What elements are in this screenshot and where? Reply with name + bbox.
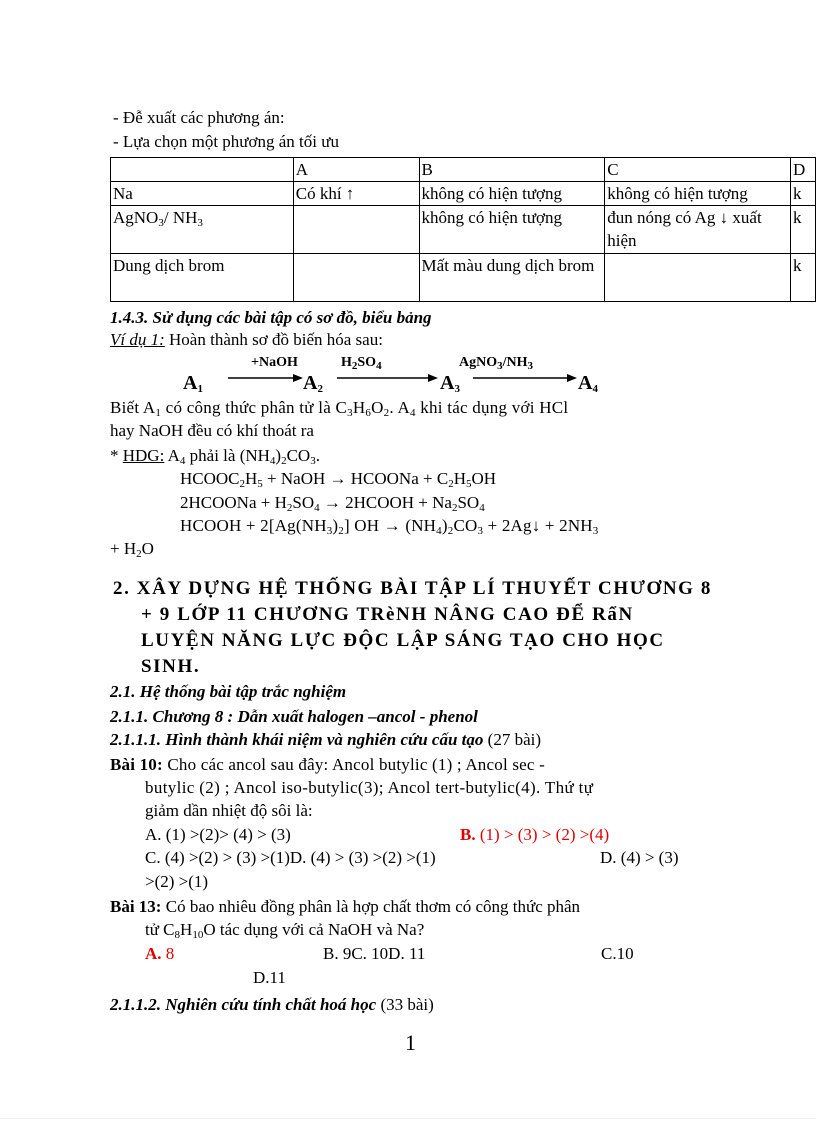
given-line-2: hay NaOH đều có khí thoát ra — [110, 421, 314, 440]
page-number: 1 — [405, 1030, 416, 1055]
intro-line-2: - Lựa chọn một phương án tối ưu — [113, 132, 339, 151]
table-cell: không có hiện tượng — [605, 182, 791, 206]
option-c: C. (4) >(2) > (3) >(1)D. (4) > (3) >(2) >(1) — [145, 848, 436, 867]
subsection-count: (33 bài) — [380, 995, 434, 1014]
table-header-cell: D — [790, 158, 815, 182]
table-cell: Dung dịch brom — [111, 254, 294, 302]
table-cell — [293, 206, 419, 254]
table-row — [111, 254, 816, 302]
subsection-heading — [110, 994, 434, 1016]
page-bottom-divider — [0, 1118, 816, 1119]
table-header-row — [111, 158, 816, 182]
question-label: Bài 10: — [110, 755, 163, 774]
scheme-a4: $A_4$ — [578, 372, 598, 395]
option-d-cont: >(2) >(1) — [145, 872, 209, 891]
table-cell — [293, 254, 419, 302]
reagent-3: $AgNO_3/NH_3$ — [459, 355, 534, 372]
given-line-1: Biết $A_1$ có công thức phân tử là $C_3H_6O_2$. $A_4$ khi tác dụng với HCl — [110, 398, 569, 419]
option-b-label: B. — [460, 825, 476, 844]
equation-3-cont: + $H_2O$ — [110, 539, 154, 560]
chapter-heading-line: SINH. — [141, 656, 201, 677]
section-heading: 2.1. Hệ thống bài tập trắc nghiệm — [110, 682, 347, 701]
table-row — [111, 182, 816, 206]
hdg-line: * HDG: $A_4$ phải là $(NH_4)_2CO_3$. — [110, 446, 320, 467]
table-header-cell: C — [605, 158, 791, 182]
reagent-2: $H_2SO_4$ — [341, 355, 382, 372]
option-a: A. (1) >(2)> (4) > (3) — [145, 825, 291, 844]
table-header-cell: A — [293, 158, 419, 182]
equation-1: $HCOOC_2H_5$ + NaOH → HCOONa + $C_2H_5OH$ — [180, 469, 497, 490]
option-d: D.11 — [253, 968, 286, 987]
option-d: D. (4) > (3) — [600, 848, 679, 867]
table-cell: không có hiện tượng — [419, 206, 605, 254]
option-b-text: (1) > (3) > (2) >(4) — [479, 825, 610, 844]
scheme-a2: $A_2$ — [303, 372, 323, 395]
question-10 — [110, 754, 545, 776]
chapter-heading-line: LUYỆN NĂNG LỰC ĐỘC LẬP SÁNG TẠO CHO HỌC — [141, 630, 665, 651]
table-header-cell: B — [419, 158, 605, 182]
chapter-heading-line: 2. XÂY DỰNG HỆ THỐNG BÀI TẬP LÍ THUYẾT CHƯƠNG 8 — [113, 578, 713, 599]
reaction-table — [110, 157, 816, 302]
hdg-label: HDG: — [122, 446, 165, 465]
intro-line-1: - Đễ xuất các phương án: — [113, 108, 285, 127]
option-c: C.10 — [601, 944, 634, 963]
example-line — [110, 329, 383, 351]
option-b: B. 9C. 10D. 11 — [323, 944, 426, 963]
table-cell: k — [790, 254, 815, 302]
equation-2: 2HCOONa + $H_2SO_4$ → 2HCOOH + $Na_2SO_4$ — [180, 493, 485, 514]
scheme-a3: $A_3$ — [440, 372, 460, 395]
question-label: Bài 13: — [110, 897, 162, 916]
table-cell: AgNO$_3$/ $NH_3$ — [111, 206, 294, 254]
scheme-a1: $A_1$ — [183, 372, 203, 395]
reagent-1: +NaOH — [251, 355, 298, 370]
table-cell: không có hiện tượng — [419, 182, 605, 206]
question-10-line2: butylic (2) ; Ancol iso-butylic(3); Ancol tert-butylic(4). Thứ tự — [145, 778, 594, 797]
scheme-arrows — [225, 370, 585, 386]
table-row — [111, 206, 816, 254]
subsection-title: 2.1.1.2. Nghiên cứu tính chất hoá học — [110, 995, 377, 1014]
question-13 — [110, 896, 580, 918]
table-cell: đun nóng có Ag ↓ xuất hiện — [605, 206, 791, 254]
table-cell: k — [790, 182, 815, 206]
section-heading: 2.1.1. Chương 8 : Dẫn xuất halogen –ancol - phenol — [110, 707, 478, 726]
question-text: Cho các ancol sau đây: Ancol butylic (1) ; Ancol sec - — [167, 755, 545, 774]
table-cell — [605, 254, 791, 302]
table-cell: Có khí ↑ — [293, 182, 419, 206]
option-a-correct: A. 8 — [145, 944, 175, 963]
chapter-heading — [113, 576, 713, 680]
subsection-count: (27 bài) — [487, 730, 541, 749]
question-text: Có bao nhiêu đồng phân là hợp chất thơm có công thức phân — [165, 897, 581, 916]
table-header-cell — [111, 158, 294, 182]
option-b-correct — [460, 824, 609, 846]
question-13-line2: tử $C_8H_{10}O$ tác dụng với cả NaOH và Na? — [145, 920, 425, 941]
equation-3: HCOOH + $2[Ag(NH_3)_2]$ OH → $(NH_4)_2CO_3$ + 2Ag↓ + $2NH_3$ — [180, 516, 599, 537]
question-10-line3: giảm dần nhiệt độ sôi là: — [145, 801, 313, 820]
section-heading: 1.4.3. Sử dụng các bài tập có sơ đồ, biểu bảng — [110, 308, 432, 327]
example-label: Ví dụ 1: — [110, 330, 165, 349]
table-cell: Na — [111, 182, 294, 206]
subsection-title: 2.1.1.1. Hình thành khái niệm và nghiên cứu cấu tạo — [110, 730, 484, 749]
chapter-heading-line: + 9 LỚP 11 CHƯƠNG TRèNH NÂNG CAO ĐỂ RẩN — [141, 604, 634, 625]
table-cell: k — [790, 206, 815, 254]
example-text: Hoàn thành sơ đồ biến hóa sau: — [169, 330, 383, 349]
subsection-heading — [110, 729, 541, 751]
table-cell: Mất màu dung dịch brom — [419, 254, 605, 302]
